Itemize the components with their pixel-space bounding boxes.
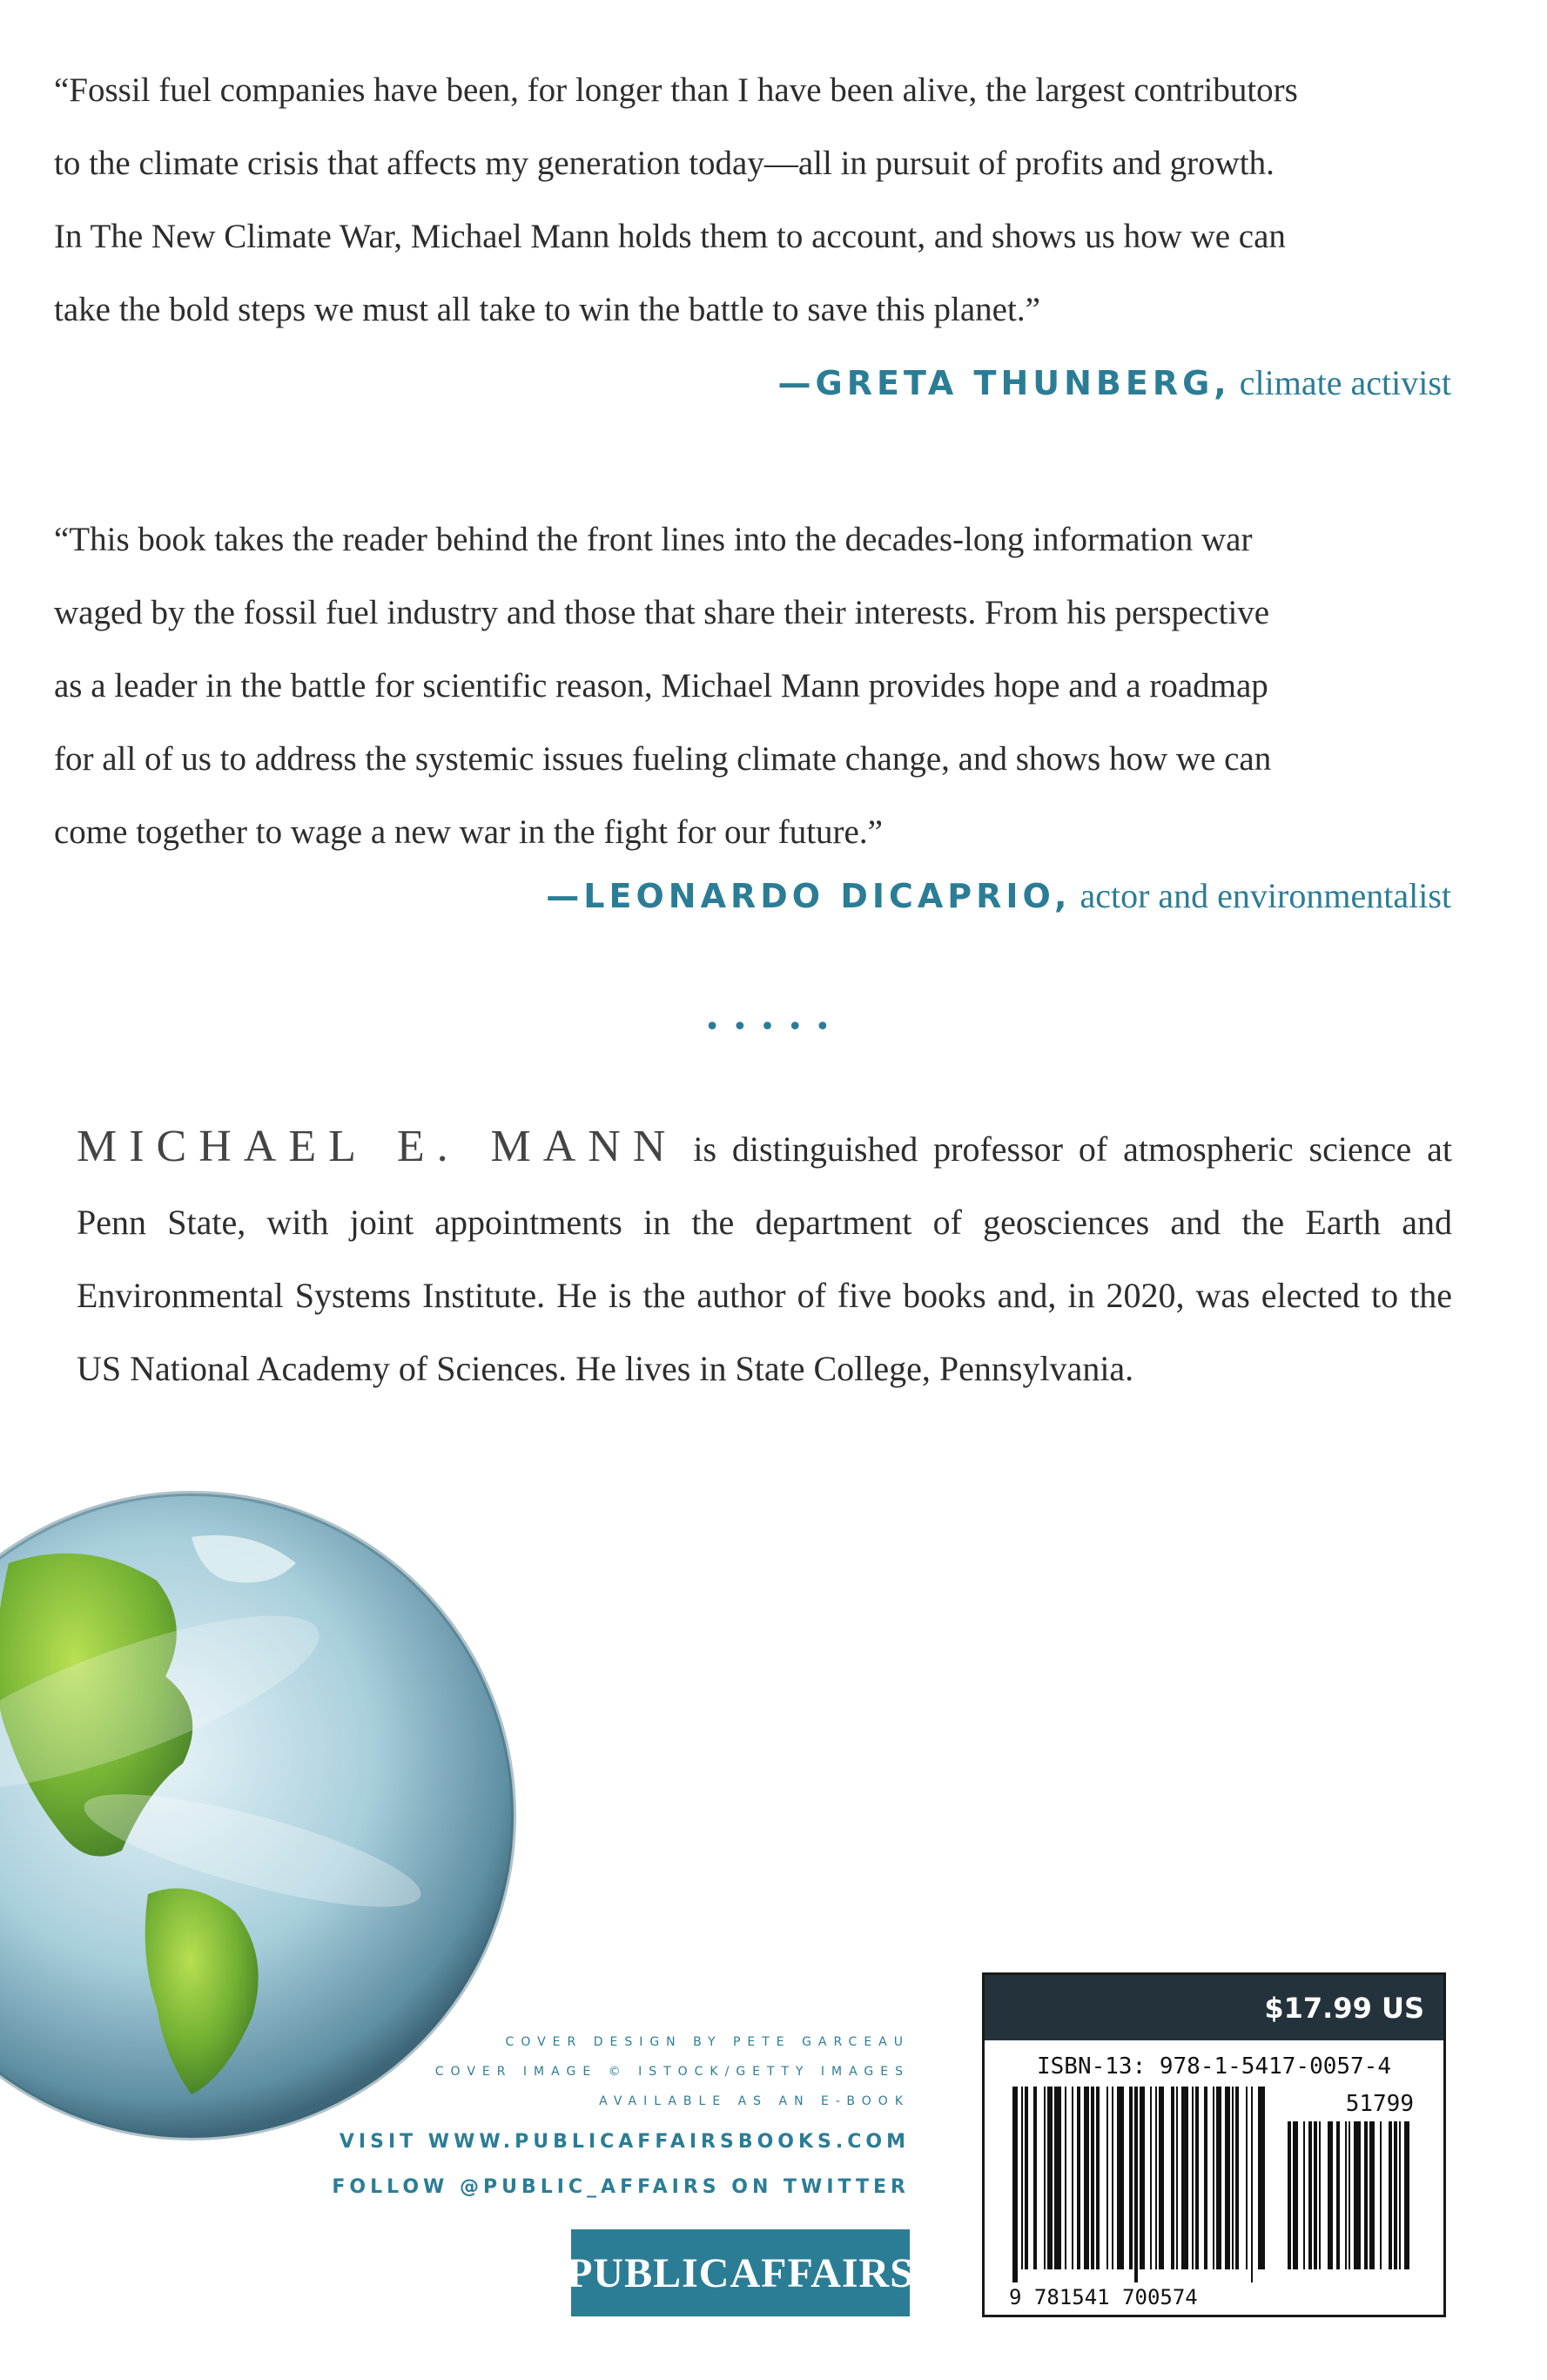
barcode-bar <box>1235 2087 1239 2269</box>
quote-line: as a leader in the battle for scientific reason, Michael Mann provides hope and a roadmap <box>54 667 1268 705</box>
barcode-bar <box>1336 2121 1340 2269</box>
price-tag: $17.99 US <box>985 1975 1443 2040</box>
quote-line: “This book takes the reader behind the front lines into the decades-long information war <box>54 521 1253 558</box>
barcode-bar <box>1112 2087 1113 2269</box>
barcode-bar <box>1106 2087 1108 2269</box>
quote-line: for all of us to address the systemic issues fueling climate change, and shows how we can <box>54 740 1272 778</box>
bio-text: is distinguished professor of atmospheric science at Penn State, with joint appointments in the department of geosciences and the Earth and Environmental Systems Institute. He is the author of five books and, in 2020, was elected to the US National Academy of Sciences. He lives in State College, Pennsylvania. <box>77 1129 1452 1388</box>
barcode-bar <box>1319 2121 1321 2269</box>
barcode-bar <box>1369 2121 1375 2269</box>
barcode-bar <box>1314 2121 1317 2269</box>
barcode-bar <box>1328 2121 1333 2269</box>
barcode-supplement: 51799 <box>1345 2091 1414 2117</box>
barcode-bar <box>1192 2087 1194 2269</box>
barcode-bar <box>1171 2087 1174 2269</box>
section-separator: ••••• <box>704 1012 843 1042</box>
barcode-bar <box>1044 2087 1046 2269</box>
attribution-name: —GRETA THUNBERG, <box>777 364 1231 402</box>
barcode-bar <box>1288 2121 1291 2269</box>
barcode-bar <box>1091 2087 1094 2269</box>
barcode-bar <box>1394 2121 1397 2269</box>
barcode-bar <box>1181 2087 1188 2269</box>
barcode-bar <box>1159 2087 1164 2269</box>
quote-dicaprio <box>54 503 1451 869</box>
cover-image-credit: COVER IMAGE © ISTOCK/GETTY IMAGES <box>434 2065 910 2079</box>
barcode-bar <box>1150 2087 1152 2269</box>
quote-line: take the bold steps we must all take to win the battle to save this planet.” <box>54 291 1040 328</box>
follow-twitter: FOLLOW @PUBLIC_AFFAIRS ON TWITTER <box>332 2176 910 2198</box>
barcode-bar <box>1033 2087 1037 2269</box>
barcode-bar <box>1025 2087 1028 2269</box>
barcode-bar <box>1345 2121 1347 2269</box>
publisher-logo: PUBLICAFFAIRS <box>571 2229 910 2316</box>
barcode-bar <box>1084 2087 1089 2269</box>
barcode-bar <box>1232 2087 1234 2269</box>
quote-line: In The New Climate War, Michael Mann holds them to account, and shows us how we can <box>54 218 1286 255</box>
attribution-role: actor and environmentalist <box>1071 876 1451 915</box>
attribution-role: climate activist <box>1230 363 1451 402</box>
barcode-bar <box>1251 2087 1253 2282</box>
barcode-bar <box>1354 2121 1361 2269</box>
barcode-bar <box>1047 2087 1053 2269</box>
quote-line: to the climate crisis that affects my generation today—all in pursuit of profits and growth. <box>54 145 1275 182</box>
barcode-bar <box>1054 2087 1061 2269</box>
barcode-bar <box>1065 2087 1066 2269</box>
barcode-bar <box>1349 2121 1350 2269</box>
quote-line: waged by the fossil fuel industry and those that share their interests. From his perspective <box>54 594 1270 631</box>
barcode-label <box>982 1972 1446 2317</box>
barcode-bar <box>1293 2121 1298 2269</box>
barcode-bar <box>1096 2087 1100 2269</box>
barcode-bar <box>1155 2087 1157 2269</box>
barcode-bar <box>1364 2121 1368 2269</box>
barcode-bar <box>1012 2087 1018 2282</box>
barcode-bar <box>1399 2121 1401 2269</box>
barcode-bar <box>1389 2121 1392 2269</box>
barcode-bar <box>1077 2087 1080 2269</box>
barcode-bar <box>1176 2087 1178 2269</box>
barcode-bar <box>1380 2121 1382 2269</box>
barcode-bar <box>1404 2121 1409 2269</box>
quote-line: come together to wage a new war in the fight for our future.” <box>54 813 883 851</box>
isbn-number: ISBN-13: 978-1-5417-0057-4 <box>1037 2053 1391 2080</box>
ebook-note: AVAILABLE AS AN E-BOOK <box>599 2094 910 2108</box>
barcode-digits: 9 781541 700574 <box>1009 2285 1198 2309</box>
barcode-bar <box>1117 2087 1124 2269</box>
barcode-bar <box>1246 2087 1248 2269</box>
author-name: MICHAEL E. MANN <box>77 1122 678 1171</box>
barcode-bar <box>1303 2121 1305 2269</box>
cover-design-credit: COVER DESIGN BY PETE GARCEAU <box>505 2035 910 2049</box>
barcode-bar <box>1308 2121 1312 2269</box>
barcode-bar <box>1140 2087 1145 2269</box>
attribution-name: —LEONARDO DICAPRIO, <box>546 877 1072 915</box>
quote-line: “Fossil fuel companies have been, for longer than I have been alive, the largest contributors <box>54 71 1298 109</box>
visit-website: VISIT WWW.PUBLICAFFAIRSBOOKS.COM <box>339 2131 910 2153</box>
attribution-dicaprio <box>546 875 1451 916</box>
barcode-bar <box>1072 2087 1073 2269</box>
author-bio <box>77 1110 1452 1406</box>
barcode-bar <box>1204 2087 1207 2269</box>
quote-greta <box>54 54 1451 347</box>
barcode-bar <box>1129 2087 1133 2269</box>
attribution-greta <box>778 362 1451 403</box>
barcode-bar <box>1216 2087 1221 2269</box>
barcode-bar <box>1021 2087 1023 2269</box>
barcode-bar <box>1213 2087 1214 2269</box>
barcode-bar <box>1134 2087 1138 2282</box>
barcode-bar <box>1258 2087 1265 2269</box>
credits-block <box>332 2027 910 2210</box>
barcode-bar <box>1225 2087 1230 2269</box>
barcode-bars <box>1000 2087 1427 2309</box>
barcode-bar <box>1195 2087 1199 2269</box>
